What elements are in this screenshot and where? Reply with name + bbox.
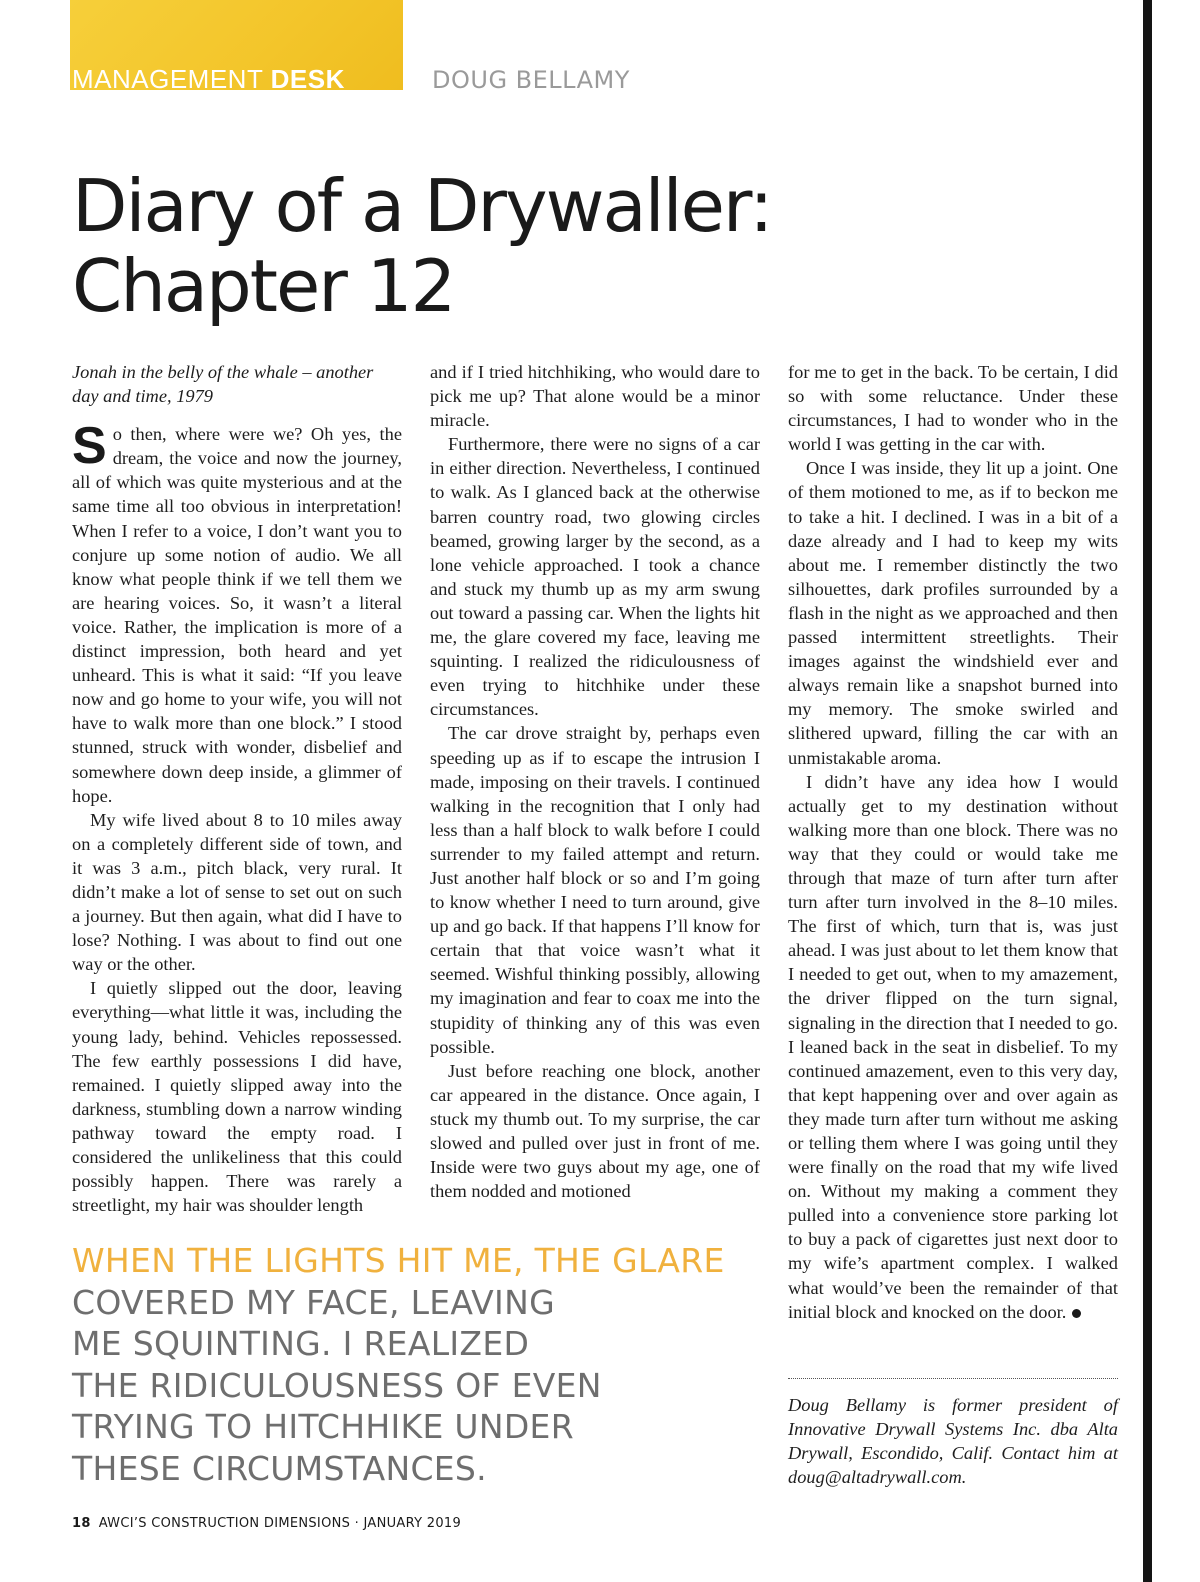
column-2 <box>430 360 760 1203</box>
page-edge-bar <box>1143 0 1152 1582</box>
paragraph <box>72 417 402 808</box>
column-1 <box>72 360 402 1217</box>
bio-divider <box>788 1378 1118 1379</box>
pull-quote-line: THE RIDICULOUSNESS OF EVEN <box>72 1365 602 1405</box>
paragraph: The car drove straight by, perhaps even speeding up as if to escape the intrusion I made, imposing on their travels. I continued walking in the recognition that I only had less than a half block to walk before I could surrender to my failed attempt and return. Just another half block or so and I’m going to know whether I need to turn around, give up and go back. If that happens I’ll know for certain that that voice wasn’t what it seemed. Wishful thinking possibly, allowing my imagination and fear to coax me into the stupidity of thinking any of this was even possible. <box>430 723 760 1057</box>
paragraph: My wife lived about 8 to 10 miles away on a completely different side of town, and it was 3 a.m., pitch black, very rural. It didn’t make a lot of sense to set out on such a journey. But then again, what did I have to lose? Nothing. I was about to find out one way or the other. <box>72 809 402 975</box>
section-label-part2: DESK <box>270 64 345 92</box>
paragraph: and if I tried hitchhiking, who would dare to pick me up? That alone would be a minor miracle. <box>430 362 760 431</box>
end-mark-icon <box>1072 1309 1081 1318</box>
pull-quote-line: THESE CIRCUMSTANCES. <box>72 1448 487 1488</box>
column-3 <box>788 360 1118 1324</box>
publication-info: AWCI’S CONSTRUCTION DIMENSIONS · JANUARY 2019 <box>98 1516 462 1531</box>
pull-quote-line: COVERED MY FACE, LEAVING <box>72 1282 555 1322</box>
title-line-2: Chapter 12 <box>72 244 455 328</box>
deck: Jonah in the belly of the whale – another day and time, 1979 <box>72 362 374 407</box>
paragraph: I quietly slipped out the door, leaving everything—what little it was, including the young lady, behind. Vehicles repossessed. The few earthly possessions I did have, remained. I quietly slipped away into the darkness, stumbling down a narrow winding pathway toward the empty road. I considered the unlikeliness that this could possibly happen. There was rarely a streetlight, my hair was shoulder length <box>72 978 402 1216</box>
paragraph-text: I didn’t have any idea how I would actually get to my destination without walking more than one block. There was no way that they could or would take me through that maze of turn after turn after turn after turn involved in the 8–10 miles. The first of which, turn that is, was just ahead. I was just about to let them know that I needed to get out, when to my amazement, the driver flipped on the turn signal, signaling in the direction that I needed to go. I leaned back in the seat in disbelief. To my continued amazement, even to this very day, that kept happening over and over again as they made turn after turn without me asking or telling them where I was going until they were finally on the road that my wife lived on. Without my making a comment they pulled into a convenience store parking lot to buy a pack of cigarettes just next door to my wife’s apartment complex. I walked what would’ve been the remainder of that initial block and knocked on the door. <box>788 771 1118 1322</box>
pull-quote-line: ME SQUINTING. I REALIZED <box>72 1324 530 1363</box>
author-byline: DOUG BELLAMY <box>432 66 630 94</box>
page-footer <box>72 1516 461 1531</box>
page-number: 18 <box>72 1516 91 1531</box>
title-line-1: Diary of a Drywaller: <box>72 164 772 248</box>
paragraph: Just before reaching one block, another car appeared in the distance. Once again, I stuck my thumb out. To my surprise, the car slowed and pulled over just in front of me. Inside were two guys about my age, one of them nodded and motioned <box>430 1060 760 1202</box>
article-title <box>72 166 872 326</box>
author-bio: Doug Bellamy is former president of Innovative Drywall Systems Inc. dba Alta Drywall, Escondido, Calif. Contact him at doug@altadrywall.com. <box>788 1395 1118 1487</box>
paragraph-text: o then, where were we? Oh yes, the dream, the voice and now the journey, all of which was quite mysterious and at the same time all too obvious in interpretation! When I refer to a voice, I don’t want you to conjure up some notion of audio. We all know what people think if we tell them we are hearing voices. So, it wasn’t a literal voice. Rather, the implication is more of a distinct impression, both heard and yet unheard. This is what it said: “If you leave now and go home to your wife, you will not have to walk more than one block.” I stood stunned, struck with wonder, disbelief and somewhere down deep inside, a glimmer of hope. <box>72 424 402 806</box>
section-label <box>72 64 345 92</box>
paragraph: Once I was inside, they lit up a joint. One of them motioned to me, as if to beckon me to take a hit. I declined. I was in a bit of a daze already and I had to keep my wits about me. I remember distinctly the two silhouettes, dark profiles surrounded by a flash in the night as we approached and then passed intermittent streetlights. Their images against the windshield ever and always remain like a snapshot burned into my memory. The smoke swirled and slithered upward, filling the car with an unmistakable aroma. <box>788 458 1118 768</box>
pull-quote-line: TRYING TO HITCHHIKE UNDER <box>72 1407 574 1446</box>
paragraph: for me to get in the back. To be certain, I did so with some reluctance. Under these circumstances, I had to wonder who in the world I was getting in the car with. <box>788 362 1118 455</box>
pull-quote-highlight: WHEN THE LIGHTS HIT ME, THE GLARE <box>72 1241 725 1280</box>
paragraph <box>788 770 1118 1324</box>
paragraph: Furthermore, there were no signs of a car in either direction. Nevertheless, I continued to walk. As I glanced back at the otherwise barren country road, two glowing circles beamed, growing larger by the second, as a lone vehicle approached. I took a chance and stuck my thumb up as my arm swung out toward a passing car. When the lights hit me, the glare covered my face, leaving me squinting. I realized the ridiculousness of even trying to hitchhike under these circumstances. <box>430 434 760 720</box>
section-label-part1: MANAGEMENT <box>72 64 271 92</box>
drop-cap: S <box>72 417 107 476</box>
pull-quote <box>72 1240 732 1489</box>
